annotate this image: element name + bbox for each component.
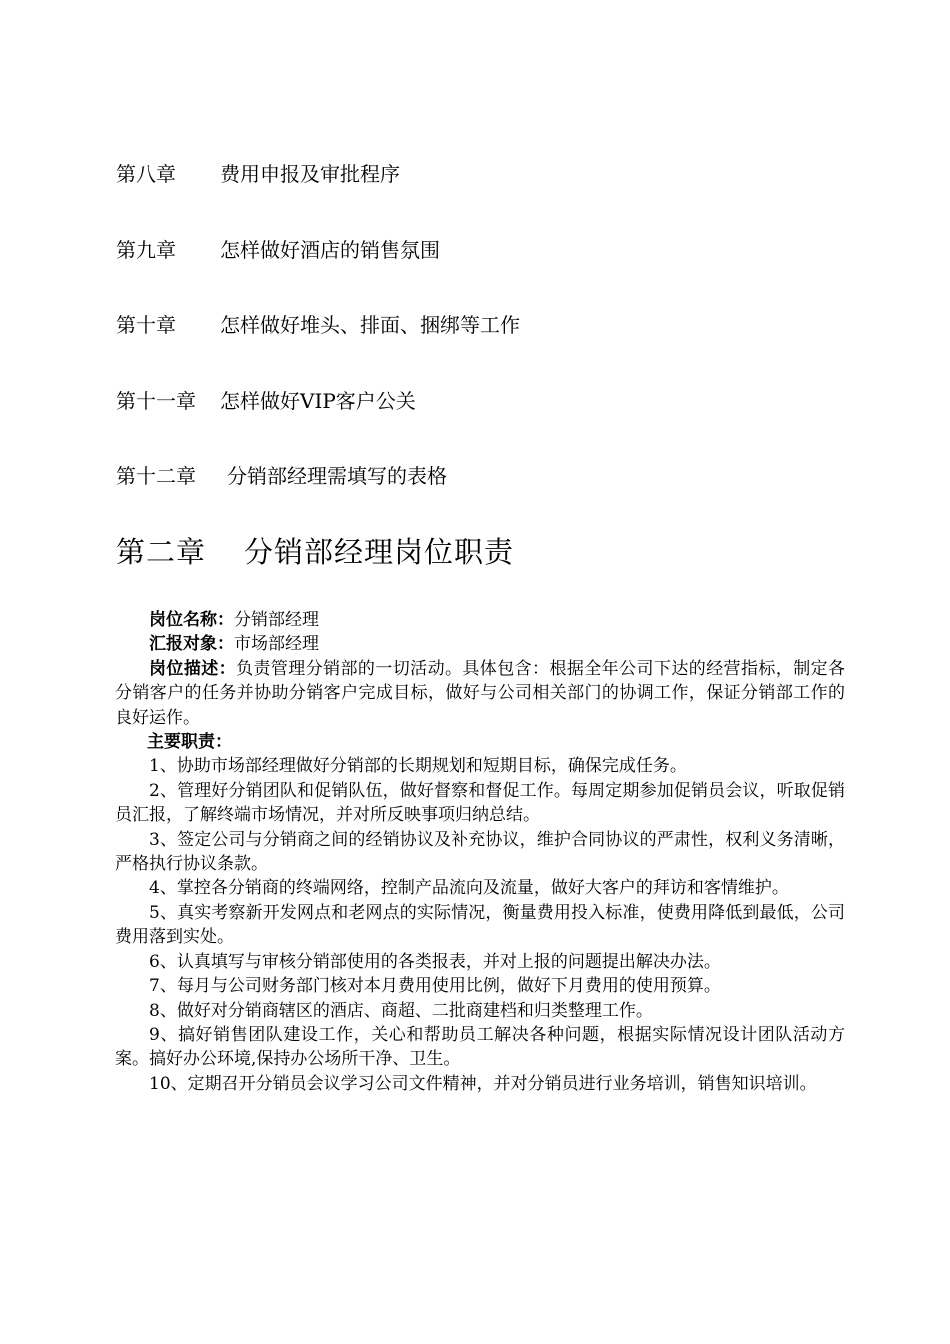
toc-chapter-number: 第十一章: [116, 389, 196, 413]
responsibility-item: 3、签定公司与分销商之间的经销协议及补充协议，维护合同协议的严肃性，权利义务清晰，严格执行协议条款。: [115, 829, 845, 875]
responsibility-item: 2、管理好分销团队和促销队伍，做好督察和督促工作。每周定期参加促销员会议，听取促销员汇报，了解终端市场情况，并对所反映事项归纳总结。: [115, 780, 845, 826]
responsibility-item: 1、协助市场部经理做好分销部的长期规划和短期目标，确保完成任务。: [149, 756, 687, 777]
position-description-paragraph: [115, 657, 845, 730]
toc-entry-11: [116, 389, 416, 413]
position-name-label: 岗位名称：: [149, 610, 234, 630]
responsibility-item: 6、认真填写与审核分销部使用的各类报表，并对上报的问题提出解决办法。: [149, 951, 721, 972]
toc-entry-10: [116, 313, 520, 337]
toc-chapter-title: 费用申报及审批程序: [220, 162, 400, 186]
position-name-line: [115, 608, 845, 632]
toc-chapter-number: 第十章: [116, 313, 176, 337]
toc-chapter-title: 怎样做好堆头、排面、捆绑等工作: [220, 313, 520, 337]
responsibilities-heading: 主要职责：: [147, 732, 232, 753]
responsibility-item: 7、每月与公司财务部门核对本月费用使用比例，做好下月费用的使用预算。: [149, 976, 721, 997]
toc-chapter-number: 第八章: [116, 162, 176, 186]
responsibility-item: 10、定期召开分销员会议学习公司文件精神，并对分销员进行业务培训，销售知识培训。: [149, 1073, 817, 1094]
report-to-value: 市场部经理: [234, 634, 319, 655]
chapter-number: 第二章: [116, 535, 207, 569]
responsibility-item: 4、掌控各分销商的终端网络，控制产品流向及流量，做好大客户的拜访和客情维护。: [149, 878, 789, 899]
chapter-title: 分销部经理岗位职责: [244, 535, 515, 569]
toc-entry-9: [116, 238, 440, 262]
toc-chapter-title: 怎样做好VIP客户公关: [220, 389, 416, 413]
chapter-heading: [116, 534, 515, 570]
responsibility-item: 5、真实考察新开发网点和老网点的实际情况，衡量费用投入标准，使费用降低到最低，公司费用落到实处。: [115, 902, 845, 948]
toc-entry-8: [116, 162, 400, 186]
position-name-value: 分销部经理: [234, 610, 319, 630]
position-description-label: 岗位描述：: [149, 658, 237, 679]
report-to-label: 汇报对象：: [149, 634, 234, 655]
position-description-text: 负责管理分销部的一切活动。具体包含：根据全年公司下达的经营指标，制定各分销客户的任务并协助分销客户完成目标，做好与公司相关部门的协调工作，保证分销部工作的良好运作。: [115, 658, 846, 728]
job-description-body: [115, 608, 845, 1096]
toc-chapter-number: 第九章: [116, 238, 176, 262]
toc-chapter-title: 怎样做好酒店的销售氛围: [220, 238, 440, 262]
responsibility-item: 9、搞好销售团队建设工作，关心和帮助员工解决各种问题，根据实际情况设计团队活动方案。搞好办公环境,保持办公场所干净、卫生。: [115, 1024, 845, 1070]
toc-chapter-number: 第十二章: [116, 464, 196, 488]
responsibility-item: 8、做好对分销商辖区的酒店、商超、二批商建档和归类整理工作。: [149, 1000, 653, 1021]
report-to-line: [115, 632, 845, 656]
toc-entry-12: [116, 464, 447, 488]
toc-chapter-title: 分销部经理需填写的表格: [227, 464, 447, 488]
